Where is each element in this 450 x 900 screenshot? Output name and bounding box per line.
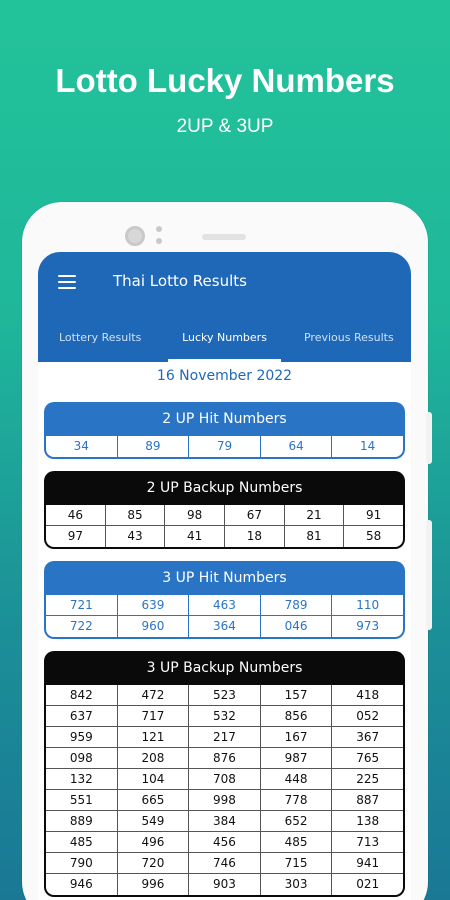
number-cell: 052: [332, 706, 403, 727]
grid-row: [46, 616, 403, 637]
number-cell: 64: [261, 436, 333, 457]
grid-row: [46, 685, 403, 706]
tab-previous-results[interactable]: Previous Results: [303, 331, 394, 344]
number-cell: 41: [165, 526, 225, 547]
number-cell: 46: [46, 505, 106, 526]
sensor-icon: [156, 238, 162, 244]
number-cell: 842: [46, 685, 118, 706]
number-cell: 856: [261, 706, 333, 727]
number-cell: 34: [46, 436, 118, 457]
number-cell: 98: [165, 505, 225, 526]
draw-date: 16 November 2022: [156, 368, 293, 384]
number-cell: 652: [261, 811, 333, 832]
number-cell: 364: [189, 616, 261, 637]
number-cell: 996: [118, 874, 190, 895]
two-up-hit-card: [44, 402, 405, 459]
number-cell: 91: [344, 505, 403, 526]
number-cell: 722: [46, 616, 118, 637]
number-cell: 496: [118, 832, 190, 853]
number-cell: 384: [189, 811, 261, 832]
number-cell: 987: [261, 748, 333, 769]
grid-row: [46, 727, 403, 748]
number-cell: 790: [46, 853, 118, 874]
number-cell: 21: [285, 505, 345, 526]
hamburger-menu-icon[interactable]: [58, 275, 76, 289]
number-cell: 717: [118, 706, 190, 727]
number-cell: 946: [46, 874, 118, 895]
grid-row: [46, 595, 403, 616]
number-cell: 43: [106, 526, 166, 547]
grid-row: [46, 436, 403, 457]
number-cell: 523: [189, 685, 261, 706]
tab-lucky-numbers[interactable]: Lucky Numbers: [162, 312, 286, 362]
three-up-backup-card: [44, 651, 405, 897]
number-cell: 021: [356, 877, 380, 891]
number-cell: 959: [46, 727, 118, 748]
phone-side-button: [426, 412, 432, 464]
number-cell: 132: [46, 769, 118, 790]
number-cell: 887: [332, 790, 403, 811]
number-cell: 715: [261, 853, 333, 874]
card-title: 3 UP Hit Numbers: [162, 570, 287, 586]
number-cell: 098: [46, 748, 118, 769]
number-cell: 637: [46, 706, 118, 727]
number-cell: 367: [332, 727, 403, 748]
number-cell: 551: [46, 790, 118, 811]
phone-side-button: [426, 520, 432, 630]
grid-row: [46, 874, 403, 895]
promo-title: Lotto Lucky Numbers: [55, 62, 395, 99]
number-cell: 463: [189, 595, 261, 616]
number-cell: 85: [106, 505, 166, 526]
number-cell: 765: [332, 748, 403, 769]
three-up-hit-card: [44, 561, 405, 639]
number-cell: 104: [118, 769, 190, 790]
grid-row: [46, 790, 403, 811]
number-cell: 485: [261, 832, 333, 853]
number-grid: [46, 505, 403, 547]
number-cell: 18: [225, 526, 285, 547]
number-cell: 208: [118, 748, 190, 769]
app-bar: [38, 252, 411, 312]
sensor-icon: [156, 226, 162, 232]
grid-row: [46, 505, 403, 526]
number-cell: 708: [189, 769, 261, 790]
number-cell: 713: [332, 832, 403, 853]
number-cell: 79: [189, 436, 261, 457]
grid-row: [46, 706, 403, 727]
number-grid: [46, 436, 403, 457]
number-cell: 789: [261, 595, 333, 616]
number-cell: 167: [261, 727, 333, 748]
number-cell: 138: [332, 811, 403, 832]
app-title: Thai Lotto Results: [113, 272, 247, 290]
number-cell: 639: [118, 595, 190, 616]
number-cell: 89: [118, 436, 190, 457]
number-cell: 720: [118, 853, 190, 874]
two-up-backup-card: [44, 471, 405, 549]
camera-icon: [125, 226, 145, 246]
number-cell: 81: [285, 526, 345, 547]
number-cell: 110: [332, 595, 403, 616]
grid-row: [46, 769, 403, 790]
number-cell: 14: [360, 439, 376, 453]
tab-bar: [38, 312, 411, 362]
number-cell: 778: [261, 790, 333, 811]
number-cell: 876: [189, 748, 261, 769]
grid-row: [46, 832, 403, 853]
number-cell: 217: [189, 727, 261, 748]
number-grid: [46, 595, 403, 637]
number-cell: 448: [261, 769, 333, 790]
card-title: 2 UP Hit Numbers: [162, 411, 287, 427]
number-cell: 418: [332, 685, 403, 706]
app-screen: [38, 252, 411, 900]
number-cell: 665: [118, 790, 190, 811]
number-cell: 58: [366, 529, 382, 543]
number-cell: 97: [46, 526, 106, 547]
number-cell: 121: [118, 727, 190, 748]
number-cell: 472: [118, 685, 190, 706]
number-cell: 941: [332, 853, 403, 874]
card-title: 2 UP Backup Numbers: [146, 480, 303, 496]
promo-subtitle: 2UP & 3UP: [176, 116, 274, 137]
grid-row: [46, 526, 403, 547]
number-cell: 549: [118, 811, 190, 832]
number-cell: 960: [118, 616, 190, 637]
number-cell: 485: [46, 832, 118, 853]
number-cell: 225: [332, 769, 403, 790]
number-cell: 157: [261, 685, 333, 706]
number-grid: [46, 685, 403, 895]
number-cell: 303: [261, 874, 333, 895]
grid-row: [46, 811, 403, 832]
number-cell: 721: [46, 595, 118, 616]
grid-row: [46, 748, 403, 769]
number-cell: 67: [225, 505, 285, 526]
number-cell: 973: [356, 619, 380, 633]
number-cell: 998: [189, 790, 261, 811]
number-cell: 889: [46, 811, 118, 832]
number-cell: 746: [189, 853, 261, 874]
number-cell: 046: [261, 616, 333, 637]
tab-lottery-results[interactable]: Lottery Results: [59, 331, 142, 344]
phone-frame: [22, 202, 428, 900]
number-cell: 903: [189, 874, 261, 895]
card-title: 3 UP Backup Numbers: [146, 660, 303, 676]
speaker-grille: [202, 234, 246, 240]
number-cell: 532: [189, 706, 261, 727]
grid-row: [46, 853, 403, 874]
number-cell: 456: [189, 832, 261, 853]
